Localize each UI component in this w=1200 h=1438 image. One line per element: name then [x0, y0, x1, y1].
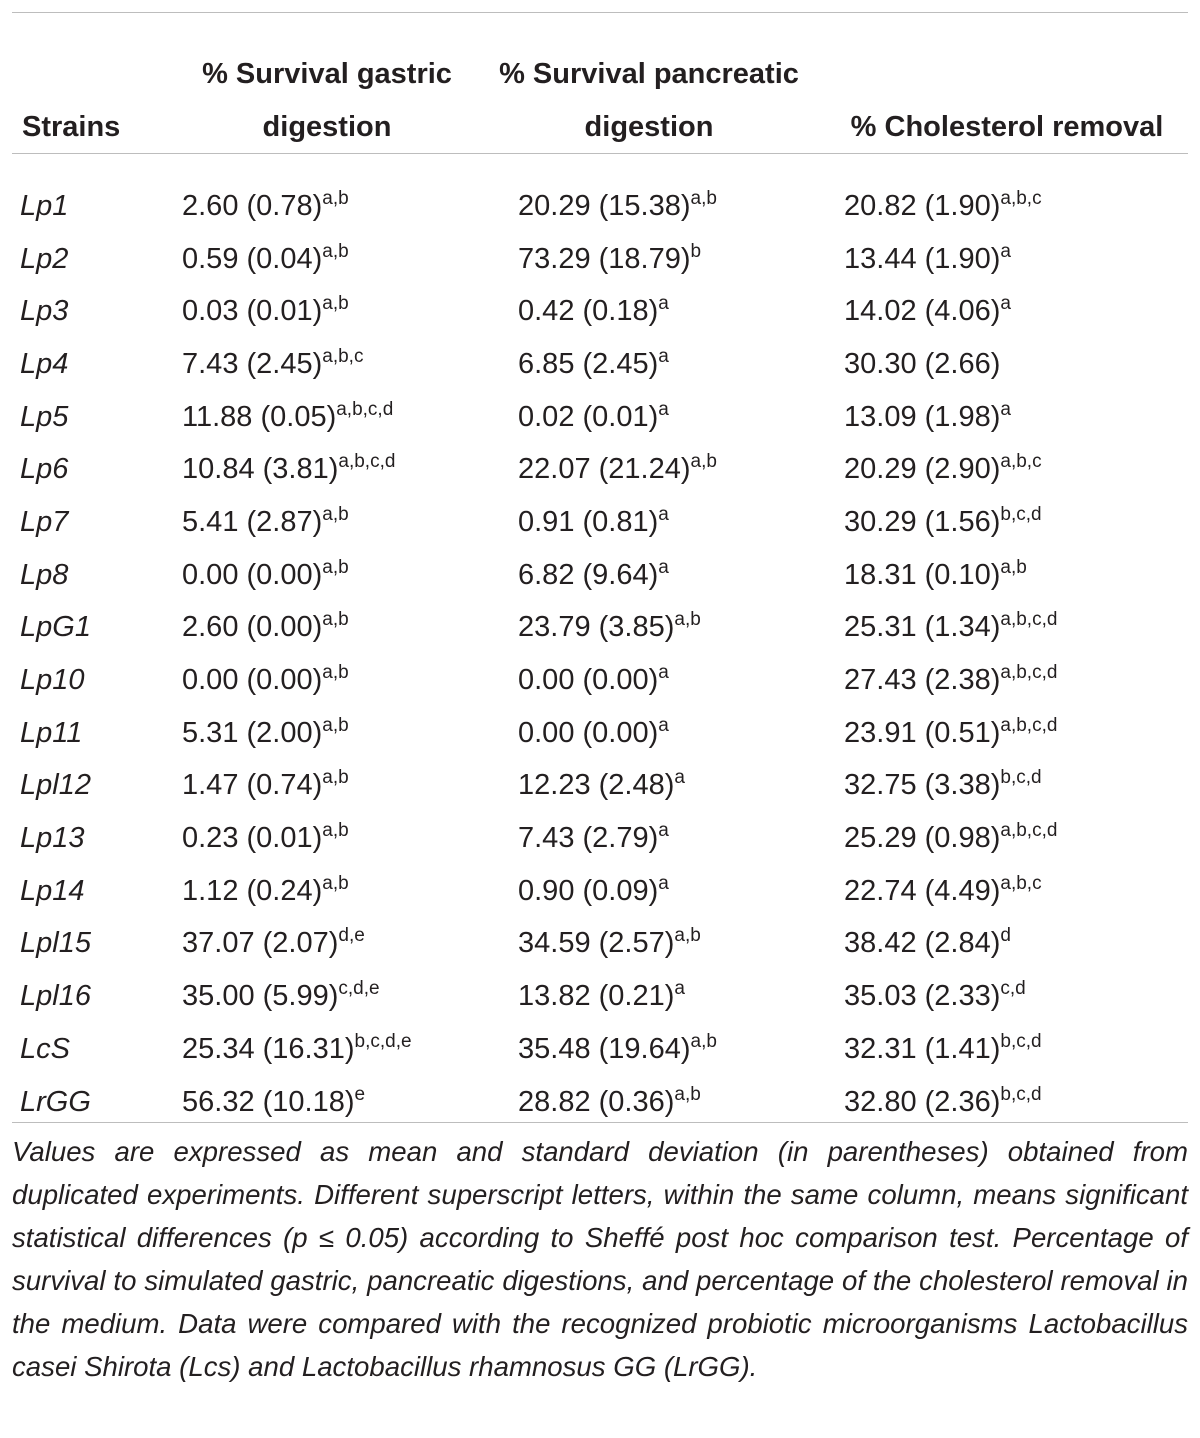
significance-letters: a,b,c — [1000, 872, 1042, 894]
table-row — [12, 760, 1188, 813]
strain-cell — [12, 707, 182, 760]
gastric-cell — [182, 1023, 472, 1076]
cholesterol-value: 13.44 (1.90) — [844, 242, 1001, 275]
strain-value: Lp14 — [20, 874, 85, 907]
table-row — [12, 285, 1188, 338]
table-row — [12, 970, 1188, 1023]
gastric-value: 35.00 (5.99) — [182, 980, 339, 1013]
significance-letters: a,b — [322, 503, 349, 525]
cholesterol-cell — [826, 918, 1188, 971]
pancreatic-cell — [472, 1023, 826, 1076]
gastric-value: 0.03 (0.01) — [182, 295, 323, 328]
table-footnote: Values are expressed as mean and standard deviation (in parentheses) obtained from duplicated experiments. Different superscript letters, within the same column, means significant statistical differences (p ≤ 0.05) according to Sheffé post hoc comparison test. Percentage of survival to simulated gastric, pancreatic digestions, and percentage of the cholesterol removal in the medium. Data were compared with the recognized probiotic microorganisms Lactobacillus casei Shirota (Lcs) and Lactobacillus rhamnosus GG (LrGG). — [12, 1136, 1188, 1382]
header-strains: Strains — [22, 111, 121, 143]
gastric-cell — [182, 970, 472, 1023]
gastric-value: 56.32 (10.18) — [182, 1085, 355, 1118]
table-row — [12, 233, 1188, 286]
significance-letters: a,b,c,d — [1000, 609, 1058, 631]
pancreatic-value: 23.79 (3.85) — [518, 611, 675, 644]
significance-letters: a — [658, 714, 669, 736]
gastric-cell — [182, 233, 472, 286]
header-pancreatic: % Survival pancreatic digestion — [499, 58, 799, 143]
header-gastric: % Survival gastric digestion — [202, 58, 452, 143]
significance-letters: a,b — [322, 872, 349, 894]
significance-letters: a,b — [322, 609, 349, 631]
pancreatic-value: 34.59 (2.57) — [518, 927, 675, 960]
cholesterol-value: 25.29 (0.98) — [844, 822, 1001, 855]
pancreatic-value: 73.29 (18.79) — [518, 242, 691, 275]
cholesterol-cell — [826, 760, 1188, 813]
gastric-value: 0.59 (0.04) — [182, 242, 323, 275]
table-row — [12, 496, 1188, 549]
strain-value: Lp13 — [20, 822, 85, 855]
gastric-value: 5.31 (2.00) — [182, 716, 323, 749]
strain-cell — [12, 918, 182, 971]
significance-letters: a — [658, 662, 669, 684]
significance-letters: a,b — [674, 1083, 701, 1105]
significance-letters: a,b — [322, 293, 349, 315]
strain-value: Lp10 — [20, 664, 85, 697]
pancreatic-cell — [472, 338, 826, 391]
strain-cell — [12, 654, 182, 707]
cholesterol-value: 13.09 (1.98) — [844, 400, 1001, 433]
pancreatic-value: 13.82 (0.21) — [518, 980, 675, 1013]
pancreatic-value: 0.91 (0.81) — [518, 505, 659, 538]
significance-letters: a — [658, 872, 669, 894]
gastric-value: 5.41 (2.87) — [182, 505, 323, 538]
significance-letters: a,b,c,d — [336, 398, 394, 420]
header-row — [12, 24, 1188, 154]
strain-value: Lp1 — [20, 189, 69, 222]
strain-cell — [12, 180, 182, 233]
strain-value: Lpl12 — [20, 769, 91, 802]
cholesterol-cell — [826, 970, 1188, 1023]
strain-cell — [12, 549, 182, 602]
significance-letters: a,b,c,d — [1000, 662, 1058, 684]
significance-letters: b,c,d — [1000, 767, 1042, 789]
strain-value: Lpl15 — [20, 927, 91, 960]
cholesterol-value: 32.31 (1.41) — [844, 1032, 1001, 1065]
significance-letters: b,c,d — [1000, 503, 1042, 525]
gastric-cell — [182, 391, 472, 444]
gastric-value: 2.60 (0.78) — [182, 189, 323, 222]
pancreatic-cell — [472, 865, 826, 918]
strain-cell — [12, 970, 182, 1023]
gastric-cell — [182, 654, 472, 707]
pancreatic-cell — [472, 654, 826, 707]
cholesterol-cell — [826, 338, 1188, 391]
strain-cell — [12, 233, 182, 286]
significance-letters: d,e — [338, 925, 365, 947]
pancreatic-value: 0.42 (0.18) — [518, 295, 659, 328]
gastric-cell — [182, 865, 472, 918]
significance-letters: a,b — [690, 1030, 717, 1052]
pancreatic-cell — [472, 443, 826, 496]
gastric-cell — [182, 180, 472, 233]
gastric-cell — [182, 549, 472, 602]
gastric-cell — [182, 1076, 472, 1129]
gastric-cell — [182, 707, 472, 760]
pancreatic-cell — [472, 918, 826, 971]
gastric-cell — [182, 285, 472, 338]
cholesterol-value: 18.31 (0.10) — [844, 558, 1001, 591]
gastric-value: 0.00 (0.00) — [182, 664, 323, 697]
pancreatic-value: 20.29 (15.38) — [518, 189, 691, 222]
cholesterol-cell — [826, 654, 1188, 707]
strain-value: Lp2 — [20, 242, 69, 275]
gastric-cell — [182, 760, 472, 813]
gastric-cell — [182, 443, 472, 496]
table-row — [12, 1076, 1188, 1129]
significance-letters: a,b — [322, 662, 349, 684]
strain-value: LpG1 — [20, 611, 91, 644]
significance-letters: a — [658, 398, 669, 420]
cholesterol-cell — [826, 865, 1188, 918]
cholesterol-value: 32.80 (2.36) — [844, 1085, 1001, 1118]
cholesterol-cell — [826, 1023, 1188, 1076]
table-row — [12, 180, 1188, 233]
pancreatic-value: 35.48 (19.64) — [518, 1032, 691, 1065]
top-rule — [12, 12, 1188, 13]
strain-value: Lp6 — [20, 453, 69, 486]
gastric-cell — [182, 812, 472, 865]
cholesterol-cell — [826, 180, 1188, 233]
pancreatic-value: 22.07 (21.24) — [518, 453, 691, 486]
cholesterol-value: 14.02 (4.06) — [844, 295, 1001, 328]
strain-cell — [12, 1076, 182, 1129]
significance-letters: a — [674, 767, 685, 789]
results-table — [12, 24, 1188, 1128]
significance-letters: a,b — [674, 609, 701, 631]
significance-letters: a,b — [322, 714, 349, 736]
significance-letters: a,b,c — [1000, 451, 1042, 473]
significance-letters: b,c,d — [1000, 1030, 1042, 1052]
significance-letters: a,b — [322, 556, 349, 578]
significance-letters: a — [1000, 240, 1011, 262]
table-row — [12, 918, 1188, 971]
table-row — [12, 654, 1188, 707]
pancreatic-cell — [472, 970, 826, 1023]
table-row — [12, 865, 1188, 918]
significance-letters: a,b — [690, 187, 717, 209]
significance-letters: a,b,c,d — [1000, 820, 1058, 842]
cholesterol-value: 38.42 (2.84) — [844, 927, 1001, 960]
gastric-value: 25.34 (16.31) — [182, 1032, 355, 1065]
cholesterol-cell — [826, 391, 1188, 444]
pancreatic-cell — [472, 1076, 826, 1129]
strain-cell — [12, 865, 182, 918]
cholesterol-cell — [826, 707, 1188, 760]
gastric-value: 0.23 (0.01) — [182, 822, 323, 855]
table-row — [12, 812, 1188, 865]
cholesterol-cell — [826, 549, 1188, 602]
significance-letters: a — [658, 293, 669, 315]
pancreatic-value: 0.02 (0.01) — [518, 400, 659, 433]
gastric-value: 0.00 (0.00) — [182, 558, 323, 591]
significance-letters: d — [1000, 925, 1011, 947]
pancreatic-value: 7.43 (2.79) — [518, 822, 659, 855]
header-cholesterol: % Cholesterol removal — [850, 111, 1164, 143]
significance-letters: a,b — [322, 187, 349, 209]
significance-letters: a,b — [322, 767, 349, 789]
pancreatic-value: 6.85 (2.45) — [518, 347, 659, 380]
strain-cell — [12, 1023, 182, 1076]
table-row — [12, 1023, 1188, 1076]
gastric-cell — [182, 338, 472, 391]
strain-cell — [12, 760, 182, 813]
gastric-value: 7.43 (2.45) — [182, 347, 323, 380]
significance-letters: a — [658, 820, 669, 842]
cholesterol-value: 25.31 (1.34) — [844, 611, 1001, 644]
significance-letters: a,b — [322, 820, 349, 842]
gastric-value: 37.07 (2.07) — [182, 927, 339, 960]
cholesterol-cell — [826, 443, 1188, 496]
gastric-value: 1.47 (0.74) — [182, 769, 323, 802]
pancreatic-value: 6.82 (9.64) — [518, 558, 659, 591]
cholesterol-cell — [826, 285, 1188, 338]
strain-cell — [12, 496, 182, 549]
table-row — [12, 443, 1188, 496]
strain-value: Lp3 — [20, 295, 69, 328]
gastric-cell — [182, 602, 472, 655]
pancreatic-cell — [472, 496, 826, 549]
strain-cell — [12, 285, 182, 338]
cholesterol-cell — [826, 602, 1188, 655]
cholesterol-value: 35.03 (2.33) — [844, 980, 1001, 1013]
gastric-value: 1.12 (0.24) — [182, 874, 323, 907]
table-row — [12, 338, 1188, 391]
significance-letters: a,b — [674, 925, 701, 947]
significance-letters: a — [658, 556, 669, 578]
strain-value: Lp7 — [20, 505, 69, 538]
strain-cell — [12, 443, 182, 496]
table-row — [12, 391, 1188, 444]
significance-letters: c,d,e — [338, 978, 380, 1000]
pancreatic-value: 0.00 (0.00) — [518, 716, 659, 749]
significance-letters: a — [674, 978, 685, 1000]
strain-value: LrGG — [20, 1085, 91, 1118]
cholesterol-value: 20.82 (1.90) — [844, 189, 1001, 222]
cholesterol-cell — [826, 233, 1188, 286]
significance-letters: b — [690, 240, 702, 262]
significance-letters: c,d — [1000, 978, 1026, 1000]
significance-letters: a,b — [690, 451, 717, 473]
table-row — [12, 602, 1188, 655]
cholesterol-value: 20.29 (2.90) — [844, 453, 1001, 486]
significance-letters: a,b,c — [322, 345, 364, 367]
strain-cell — [12, 338, 182, 391]
table-row — [12, 549, 1188, 602]
strain-value: Lpl16 — [20, 980, 91, 1013]
pancreatic-cell — [472, 602, 826, 655]
cholesterol-value: 27.43 (2.38) — [844, 664, 1001, 697]
pancreatic-value: 12.23 (2.48) — [518, 769, 675, 802]
significance-letters: a,b,c — [1000, 187, 1042, 209]
strain-cell — [12, 391, 182, 444]
pancreatic-cell — [472, 812, 826, 865]
significance-letters: e — [354, 1083, 366, 1105]
strain-cell — [12, 602, 182, 655]
gastric-value: 10.84 (3.81) — [182, 453, 339, 486]
strain-value: Lp4 — [20, 347, 69, 380]
significance-letters: b,c,d,e — [354, 1030, 412, 1052]
pancreatic-value: 28.82 (0.36) — [518, 1085, 675, 1118]
gastric-cell — [182, 918, 472, 971]
pancreatic-value: 0.90 (0.09) — [518, 874, 659, 907]
strain-value: LcS — [20, 1032, 70, 1065]
cholesterol-cell — [826, 1076, 1188, 1129]
cholesterol-value: 32.75 (3.38) — [844, 769, 1001, 802]
significance-letters: a,b,c,d — [1000, 714, 1058, 736]
pancreatic-cell — [472, 549, 826, 602]
pancreatic-value: 0.00 (0.00) — [518, 664, 659, 697]
gastric-value: 11.88 (0.05) — [182, 400, 337, 433]
cholesterol-value: 30.30 (2.66) — [844, 347, 1001, 380]
cholesterol-value: 30.29 (1.56) — [844, 505, 1001, 538]
gastric-value: 2.60 (0.00) — [182, 611, 323, 644]
significance-letters: b,c,d — [1000, 1083, 1042, 1105]
significance-letters: a,b,c,d — [338, 451, 396, 473]
significance-letters: a,b — [322, 240, 349, 262]
cholesterol-value: 22.74 (4.49) — [844, 874, 1001, 907]
pancreatic-cell — [472, 391, 826, 444]
significance-letters: a — [1000, 293, 1011, 315]
pancreatic-cell — [472, 233, 826, 286]
strain-value: Lp11 — [20, 716, 83, 749]
pancreatic-cell — [472, 760, 826, 813]
cholesterol-value: 23.91 (0.51) — [844, 716, 1001, 749]
significance-letters: a — [658, 345, 669, 367]
significance-letters: a,b — [1000, 556, 1027, 578]
strain-value: Lp5 — [20, 400, 69, 433]
gastric-cell — [182, 496, 472, 549]
strain-cell — [12, 812, 182, 865]
cholesterol-cell — [826, 496, 1188, 549]
significance-letters: a — [1000, 398, 1011, 420]
table-row — [12, 707, 1188, 760]
strain-value: Lp8 — [20, 558, 69, 591]
pancreatic-cell — [472, 707, 826, 760]
cholesterol-cell — [826, 812, 1188, 865]
pancreatic-cell — [472, 180, 826, 233]
pancreatic-cell — [472, 285, 826, 338]
significance-letters: a — [658, 503, 669, 525]
